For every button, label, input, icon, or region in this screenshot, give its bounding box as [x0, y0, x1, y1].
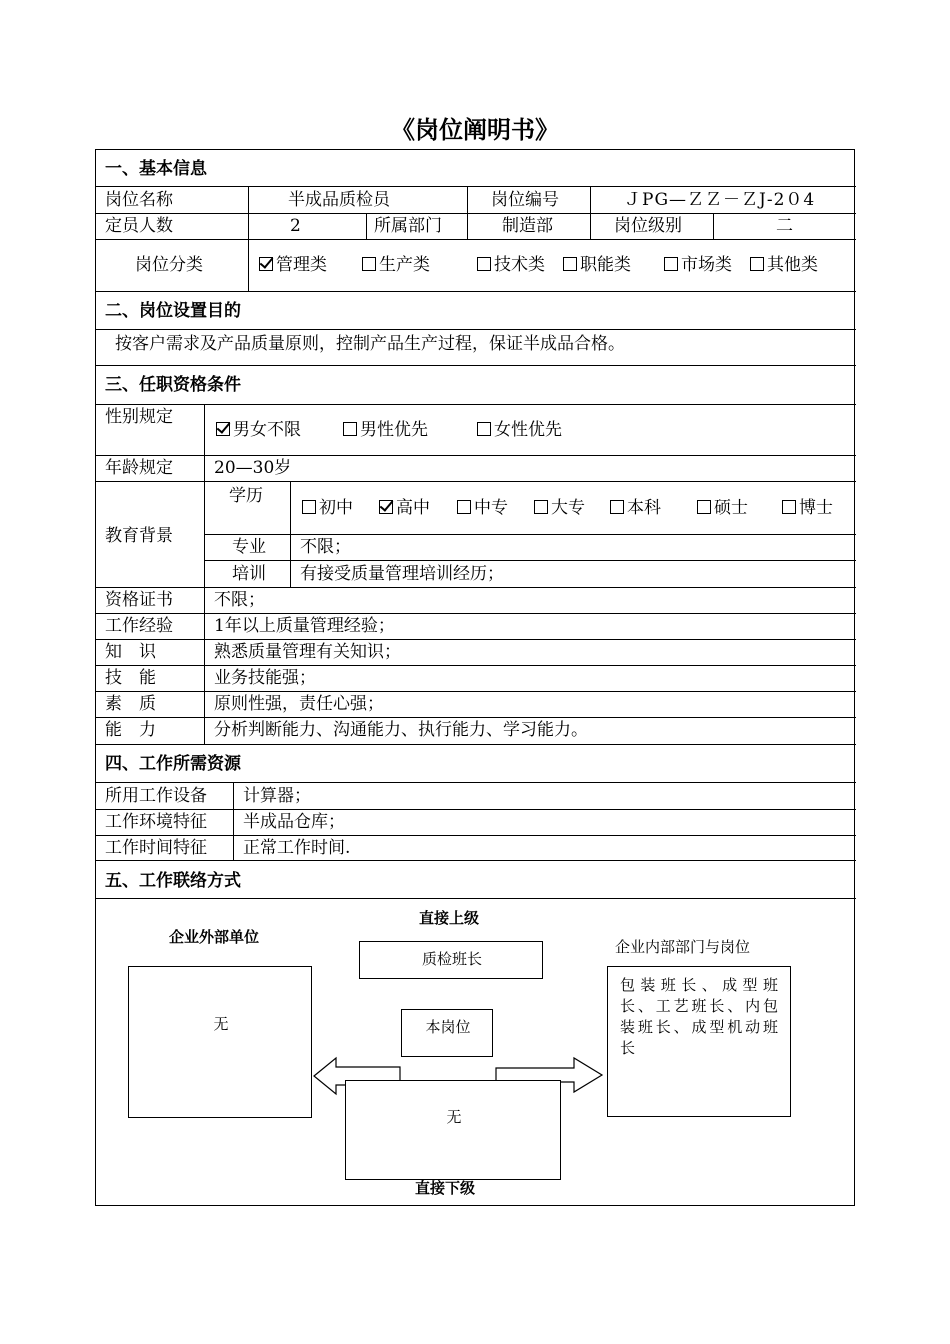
degree-option-label: 大专	[551, 498, 585, 518]
post-code-label: 岗位编号	[491, 190, 559, 210]
category-label: 岗位分类	[135, 255, 203, 275]
internal-title: 企业内部部门与岗位	[615, 938, 751, 956]
experience-label: 工作经验	[105, 616, 173, 636]
gender-option	[216, 419, 301, 441]
degree-checkbox[interactable]	[379, 500, 393, 514]
degree-label: 学历	[229, 486, 263, 506]
department-value: 制造部	[502, 216, 553, 236]
certificate-value: 不限；	[214, 590, 265, 610]
degree-checkbox[interactable]	[782, 500, 796, 514]
degree-option-label: 本科	[627, 498, 661, 518]
category-option	[362, 254, 430, 276]
gender-option	[343, 419, 428, 441]
self-post-box	[401, 1009, 493, 1057]
equipment-label: 所用工作设备	[105, 786, 207, 806]
degree-option	[457, 497, 508, 519]
gender-option-label: 女性优先	[494, 420, 562, 440]
section-contact-heading: 五、工作联络方式	[105, 871, 241, 891]
category-checkbox[interactable]	[362, 257, 376, 271]
category-checkbox[interactable]	[477, 257, 491, 271]
category-option-label: 管理类	[276, 255, 327, 275]
category-option	[477, 254, 545, 276]
knowledge-value: 熟悉质量管理有关知识；	[214, 642, 401, 662]
category-checkbox[interactable]	[664, 257, 678, 271]
category-option-label: 职能类	[580, 255, 631, 275]
category-option-label: 其他类	[767, 255, 818, 275]
category-option-label: 市场类	[681, 255, 732, 275]
skill-label: 技 能	[105, 668, 156, 688]
internal-box	[607, 966, 791, 1117]
internal-value: 包装班长、成型班长、工艺班长、内包装班长、成型机动班长	[620, 976, 780, 1057]
category-option	[750, 254, 818, 276]
department-label: 所属部门	[374, 216, 442, 236]
degree-checkbox[interactable]	[457, 500, 471, 514]
equipment-value: 计算器；	[243, 786, 311, 806]
degree-checkbox[interactable]	[302, 500, 316, 514]
skill-value: 业务技能强；	[214, 668, 316, 688]
category-option-label: 生产类	[379, 255, 430, 275]
section-qualification-heading: 三、任职资格条件	[105, 375, 241, 395]
post-code-value: ＪPG—ＺＺ－ＺJ-2０4	[624, 190, 816, 210]
degree-checkbox[interactable]	[534, 500, 548, 514]
job-description-form	[95, 149, 855, 1206]
category-option	[259, 254, 327, 276]
training-value: 有接受质量管理培训经历；	[300, 564, 504, 584]
certificate-label: 资格证书	[105, 590, 173, 610]
superior-value: 质检班长	[421, 950, 482, 968]
section-resources-heading: 四、工作所需资源	[105, 754, 241, 774]
external-box	[128, 966, 312, 1118]
degree-option	[534, 497, 585, 519]
major-label: 专业	[232, 537, 266, 557]
post-name-value: 半成品质检员	[288, 190, 390, 210]
degree-option-label: 中专	[474, 498, 508, 518]
major-value: 不限；	[300, 537, 351, 557]
ability-label: 能 力	[105, 720, 156, 740]
degree-option-label: 初中	[319, 498, 353, 518]
category-option	[563, 254, 631, 276]
degree-option	[697, 497, 748, 519]
degree-option-label: 高中	[396, 498, 430, 518]
category-option	[664, 254, 732, 276]
superior-box	[359, 941, 543, 979]
purpose-text: 按客户需求及产品质量原则，控制产品生产过程，保证半成品合格。	[115, 334, 625, 354]
level-label: 岗位级别	[614, 216, 682, 236]
subordinate-value: 无	[446, 1108, 462, 1126]
training-label: 培训	[232, 564, 266, 584]
degree-option-label: 博士	[799, 498, 833, 518]
environment-value: 半成品仓库；	[243, 812, 345, 832]
post-name-label: 岗位名称	[105, 190, 173, 210]
gender-checkbox[interactable]	[343, 422, 357, 436]
age-label: 年龄规定	[105, 458, 173, 478]
headcount-label: 定员人数	[105, 216, 173, 236]
section-basic-info-heading: 一、基本信息	[105, 159, 207, 179]
degree-option	[379, 497, 430, 519]
degree-option	[782, 497, 833, 519]
headcount-value: 2	[290, 216, 301, 236]
category-checkbox[interactable]	[259, 257, 273, 271]
category-option-label: 技术类	[494, 255, 545, 275]
gender-option-label: 男女不限	[233, 420, 301, 440]
document-title: 《岗位阐明书》	[391, 116, 559, 144]
environment-label: 工作环境特征	[105, 812, 207, 832]
external-title: 企业外部单位	[169, 928, 260, 946]
quality-label: 素 质	[105, 694, 156, 714]
experience-value: 1年以上质量管理经验；	[214, 616, 395, 636]
section-purpose-heading: 二、岗位设置目的	[105, 301, 241, 321]
education-label: 教育背景	[105, 526, 173, 546]
age-value: 20—30岁	[214, 458, 292, 478]
work-time-value: 正常工作时间.	[243, 838, 351, 858]
gender-checkbox[interactable]	[216, 422, 230, 436]
level-value: 二	[776, 216, 793, 236]
quality-value: 原则性强，责任心强；	[214, 694, 384, 714]
gender-option	[477, 419, 562, 441]
gender-checkbox[interactable]	[477, 422, 491, 436]
degree-option-label: 硕士	[714, 498, 748, 518]
degree-option	[302, 497, 353, 519]
degree-checkbox[interactable]	[697, 500, 711, 514]
subordinate-box	[345, 1080, 561, 1180]
external-value: 无	[213, 1015, 229, 1033]
knowledge-label: 知 识	[105, 642, 156, 662]
category-checkbox[interactable]	[563, 257, 577, 271]
ability-value: 分析判断能力、沟通能力、执行能力、学习能力。	[214, 720, 588, 740]
category-checkbox[interactable]	[750, 257, 764, 271]
work-time-label: 工作时间特征	[105, 838, 207, 858]
self-post-value: 本岗位	[425, 1018, 471, 1036]
degree-checkbox[interactable]	[610, 500, 624, 514]
superior-title: 直接上级	[419, 909, 480, 927]
gender-label: 性别规定	[105, 407, 173, 427]
degree-option	[610, 497, 661, 519]
gender-option-label: 男性优先	[360, 420, 428, 440]
subordinate-title: 直接下级	[415, 1179, 476, 1197]
